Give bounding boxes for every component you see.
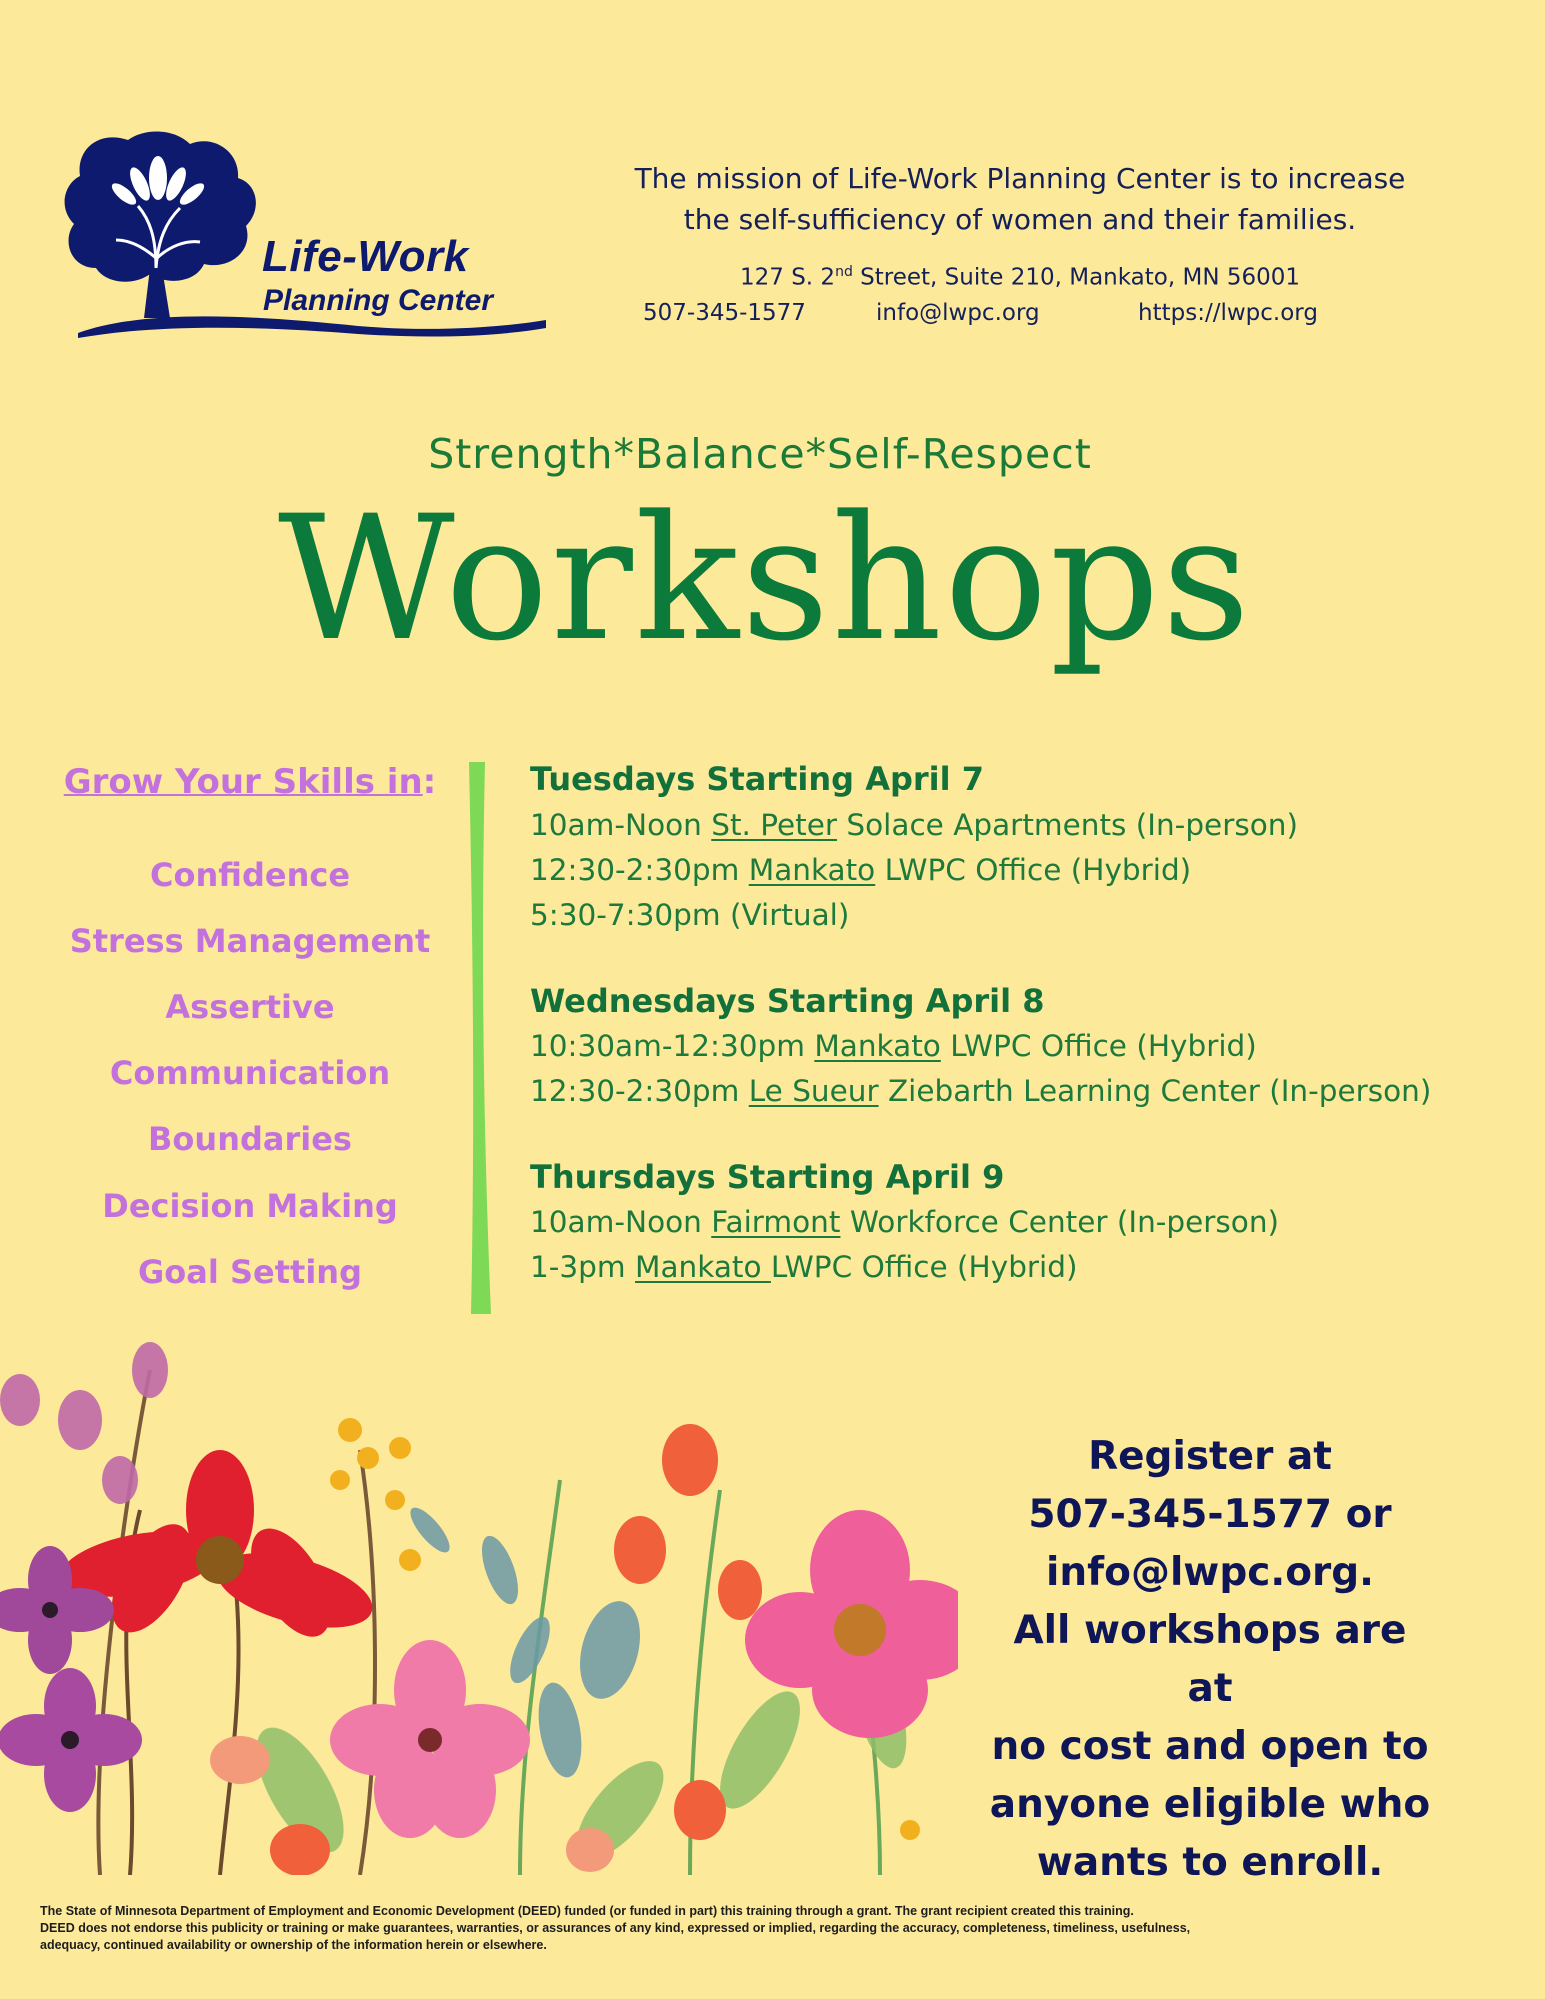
address-suffix: Street, Suite 210, Mankato, MN 56001 [852,264,1300,291]
session-location: LWPC Office (Hybrid) [770,1250,1078,1284]
page-title: Workshops [277,478,1253,679]
funding-disclaimer [40,1903,1510,1954]
register-line: 507-345-1577 or [1028,1492,1392,1537]
session-time: 10am-Noon [530,808,712,842]
email-link[interactable]: info@lwpc.org [876,300,1040,326]
address [540,264,1500,291]
logo-text-life-work: Life-Work [262,232,469,281]
session-city: St. Peter [711,808,838,842]
skills-heading [40,762,460,802]
register-line: All workshops are at [1013,1608,1407,1711]
website-link[interactable]: https://lwpc.org [1138,300,1318,326]
session-location: Ziebarth Learning Center (In-person) [878,1074,1432,1108]
session-city: Mankato [748,853,876,887]
watercolor-flowers-illustration [0,1330,958,1875]
session-location: LWPC Office (Hybrid) [940,1029,1257,1063]
schedule-session [530,853,1191,887]
session-time: 12:30-2:30pm [530,1074,749,1108]
skill-item: Assertive [165,988,335,1026]
schedule-session [530,1250,1078,1284]
skill-item: Decision Making [102,1187,398,1225]
mission-line-2: the self-sufficiency of women and their families. [683,203,1357,236]
schedule-session [530,808,1298,842]
disclaimer-line: The State of Minnesota Department of Employment and Economic Development (DEED) funded (or funded in part) this training through a grant. The grant recipient created this training. [40,1904,1134,1918]
session-time: 10:30am-12:30pm [530,1029,815,1063]
register-line: wants to enroll. [1036,1840,1384,1885]
session-city: Mankato [814,1029,941,1063]
disclaimer-line: adequacy, continued availability or ownership of the information herein or elsewhere. [40,1938,547,1952]
session-time: 1-3pm [530,1250,636,1284]
register-line: info@lwpc.org. [1046,1550,1374,1595]
skill-item: Stress Management [69,922,431,960]
skill-item: Communication [109,1054,391,1092]
vertical-divider [463,762,493,1314]
register-line: anyone eligible who [989,1782,1431,1827]
session-location: Solace Apartments (In-person) [837,808,1298,842]
phone-number[interactable]: 507-345-1577 [643,300,806,326]
session-time: 12:30-2:30pm [530,853,749,887]
address-sup: nd [835,264,853,280]
session-time: 5:30-7:30pm (Virtual) [530,898,850,932]
skill-item: Confidence [149,856,351,894]
schedule-session [530,1074,1431,1108]
skill-item: Goal Setting [138,1253,362,1291]
schedule-session [530,898,849,932]
mission-statement [540,158,1500,240]
mission-line-1: The mission of Life-Work Planning Center is to increase [634,162,1406,195]
skill-item: Boundaries [148,1120,352,1158]
session-time: 10am-Noon [530,1205,712,1239]
logo-text-planning-center: Planning Center [263,284,494,317]
session-city: Le Sueur [748,1074,879,1108]
session-city: Mankato [635,1250,771,1284]
schedule-session [530,1029,1257,1063]
tagline: Strength*Balance*Self-Respect [428,430,1092,478]
register-line: Register at [1088,1434,1332,1479]
register-line: no cost and open to [991,1724,1429,1769]
schedule-heading-tuesday: Tuesdays Starting April 7 [530,760,985,798]
skills-heading-text: Grow Your Skills in [63,762,423,802]
session-city: Fairmont [711,1205,841,1239]
register-info [985,1428,1435,1892]
session-location: Workforce Center (In-person) [840,1205,1280,1239]
schedule-heading-thursday: Thursdays Starting April 9 [530,1158,1005,1196]
address-prefix: 127 S. 2 [740,264,836,291]
session-location: LWPC Office (Hybrid) [875,853,1192,887]
schedule-session [530,1205,1279,1239]
skills-heading-colon: : [422,762,437,802]
schedule-heading-wednesday: Wednesdays Starting April 8 [530,982,1045,1020]
disclaimer-line: DEED does not endorse this publicity or training or make guarantees, warranties, or assurances of any kind, expressed or implied, regarding the accuracy, completeness, timeliness, usefulness, [40,1921,1191,1935]
